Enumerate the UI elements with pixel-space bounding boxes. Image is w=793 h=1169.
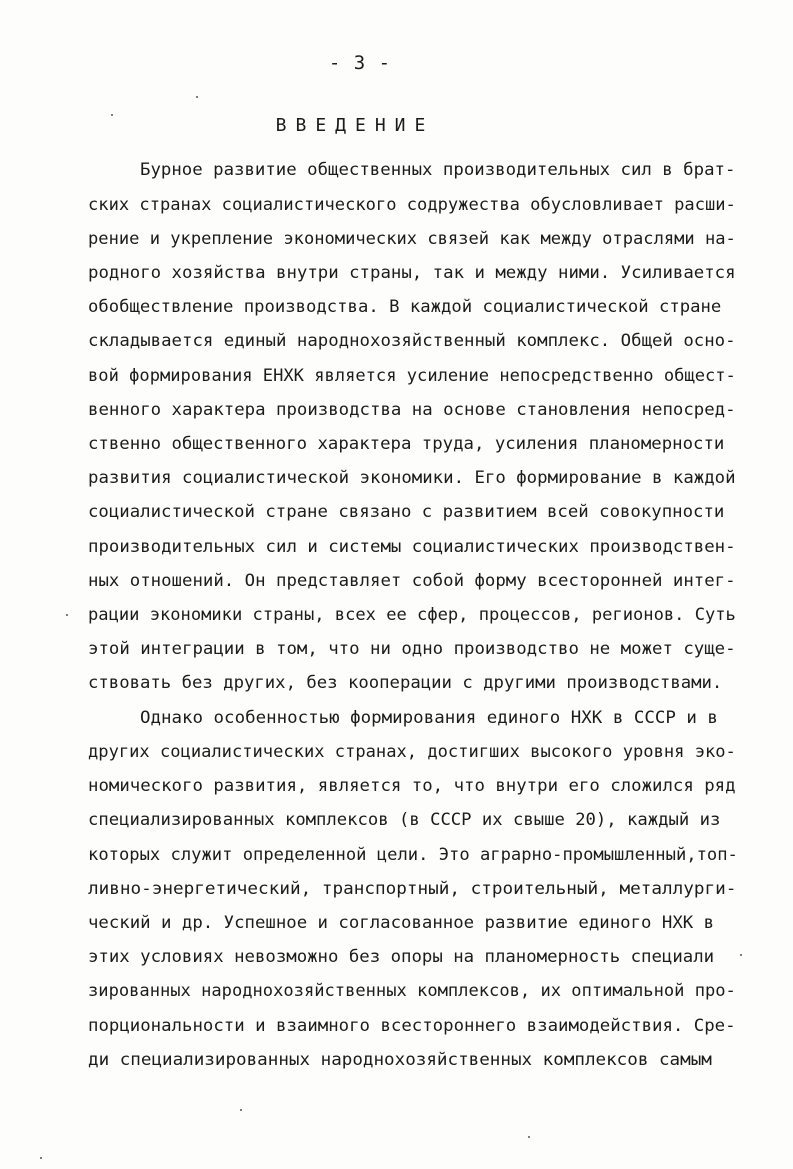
text-line: ствовать без других, без кооперации с другими производствами. (88, 673, 723, 693)
text-line: специализированных комплексов (в СССР их свыше 20), каждый из (88, 810, 721, 830)
scan-speck (240, 1109, 242, 1111)
scan-speck (111, 114, 113, 116)
text-line: Однако особенностью формирования единого НХК в СССР и в (140, 708, 718, 728)
text-line: развития социалистической экономики. Его формирование в каждой (88, 468, 736, 488)
text-line: порциональности и взаимного всестороннего взаимодействия. Сре- (88, 1016, 736, 1036)
scan-speck (528, 1136, 530, 1138)
text-line: вой формирования ЕНХК является усиление непосредственно общест- (88, 366, 736, 386)
text-line: производительных сил и системы социалистических производствен- (88, 537, 736, 557)
text-line: зированных народнохозяйственных комплексов, их оптимальной про- (88, 981, 736, 1001)
scan-speck (740, 954, 742, 956)
text-line: обобществление производства. В каждой социалистической стране (88, 297, 722, 317)
scan-speck (196, 96, 198, 98)
text-line: ственно общественного характера труда, усиления планомерности (88, 434, 725, 454)
text-line: ческий и др. Успешное и согласованное развитие единого НХК в (88, 913, 715, 933)
page-number: - 3 - (328, 52, 392, 74)
text-line: рение и укрепление экономических связей как между отраслями на- (88, 229, 736, 249)
text-line: ных отношений. Он представляет собой форму всесторонней интег- (88, 571, 736, 591)
text-line: этих условиях невозможно без опоры на планомерность специали (88, 947, 715, 967)
text-line: этой интеграции в том, что ни одно производство не может суще- (88, 639, 736, 659)
text-line: рации экономики страны, всех ее сфер, процессов, регионов. Суть (88, 605, 736, 625)
text-line: ливно-энергетический, транспортный, строительный, металлурги- (88, 879, 737, 899)
page-title: ВВЕДЕНИЕ (275, 115, 435, 136)
text-line: других социалистических странах, достигших высокого уровня эко- (88, 742, 736, 762)
text-line: ди специализированных народнохозяйственных комплексов самым (88, 1050, 712, 1070)
text-line: венного характера производства на основе становления непосред- (88, 400, 736, 420)
text-line: Бурное развитие общественных производительных сил в брат- (140, 160, 736, 180)
scan-speck (66, 614, 68, 616)
text-line: ских странах социалистического содружества обусловливает расши- (88, 195, 736, 215)
text-line: номического развития, является то, что внутри его сложился ряд (88, 776, 736, 796)
text-line: социалистической стране связано с развитием всей совокупности (88, 502, 725, 522)
scan-speck (40, 1157, 42, 1159)
text-line: складывается единый народнохозяйственный комплекс. Общей осно- (88, 331, 736, 351)
text-line: родного хозяйства внутри страны, так и между ними. Усиливается (88, 263, 736, 283)
text-line: которых служит определенной цели. Это аграрно-промышленный,топ- (88, 845, 738, 865)
